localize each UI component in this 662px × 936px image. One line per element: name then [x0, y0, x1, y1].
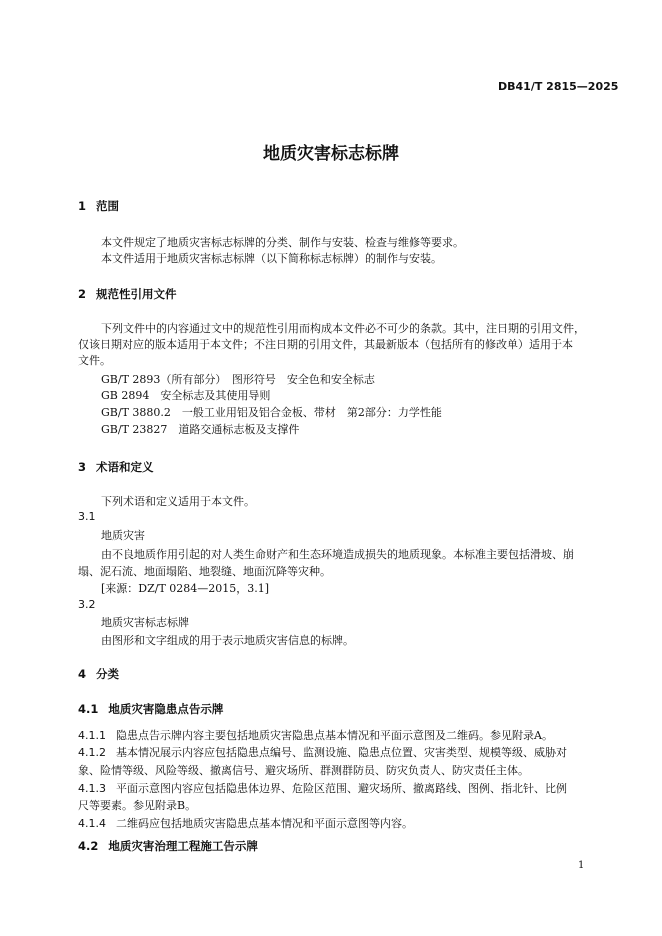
section-title: 分类 [96, 667, 120, 681]
reference-item: GB/T 2893（所有部分） 图形符号 安全色和安全标志 [101, 373, 375, 386]
clause-number: 4.1.2 [78, 746, 106, 759]
clause-4-1-4 [78, 815, 413, 831]
paragraph: 本文件规定了地质灾害标志标牌的分类、制作与安装、检查与维修等要求。 [101, 236, 464, 249]
section-4-heading [78, 666, 119, 682]
paragraph: 下列术语和定义适用于本文件。 [101, 495, 255, 508]
clause-text: 平面示意图内容应包括隐患体边界、危险区范围、避灾场所、撤离路线、图例、指北针、比例 [116, 782, 567, 795]
clause-continuation: 象、险情等级、风险等级、撤离信号、避灾场所、群测群防员、防灾负责人、防灾责任主体。 [78, 764, 529, 777]
term-number: 3.2 [78, 598, 96, 611]
clause-number: 4.1.3 [78, 782, 106, 795]
subsection-number: 4.2 [78, 839, 99, 853]
paragraph-line: 仅该日期对应的版本适用于本文件；不注日期的引用文件，其最新版本（包括所有的修改单）适用于本 [78, 338, 573, 351]
clause-number: 4.1.4 [78, 817, 106, 830]
term-number: 3.1 [78, 510, 96, 523]
clause-text: 基本情况展示内容应包括隐患点编号、监测设施、隐患点位置、灾害类型、规模等级、威胁对 [116, 746, 567, 759]
clause-number: 4.1.1 [78, 729, 106, 742]
term-definition: 塌、泥石流、地面塌陷、地裂缝、地面沉降等灾种。 [78, 565, 331, 578]
subsection-4-1-heading [78, 701, 223, 717]
section-1-heading [78, 198, 119, 214]
term-definition: 由不良地质作用引起的对人类生命财产和生态环境造成损失的地质现象。本标准主要包括滑坡、崩 [101, 548, 574, 561]
paragraph: 本文件适用于地质灾害标志标牌（以下简称标志标牌）的制作与安装。 [101, 252, 442, 265]
reference-item: GB/T 3880.2 一般工业用铝及铝合金板、带材 第2部分：力学性能 [101, 406, 442, 419]
reference-item: GB 2894 安全标志及其使用导则 [101, 389, 271, 402]
subsection-title: 地质灾害隐患点告示牌 [108, 702, 224, 716]
term-name: 地质灾害 [101, 529, 145, 542]
section-title: 范围 [96, 199, 120, 213]
term-source: [来源：DZ/T 0284—2015，3.1] [101, 582, 270, 595]
term-name: 地质灾害标志标牌 [101, 616, 189, 629]
section-title: 术语和定义 [96, 460, 154, 474]
subsection-4-2-heading [78, 838, 258, 854]
section-number: 4 [78, 667, 87, 681]
clause-4-1-1 [78, 727, 553, 743]
reference-item: GB/T 23827 道路交通标志板及支撑件 [101, 423, 300, 436]
clause-continuation: 尺等要素。参见附录B。 [78, 799, 197, 812]
section-number: 2 [78, 287, 87, 301]
subsection-number: 4.1 [78, 702, 99, 716]
clause-text: 二维码应包括地质灾害隐患点基本情况和平面示意图等内容。 [116, 817, 413, 830]
section-3-heading [78, 459, 154, 475]
section-number: 1 [78, 199, 87, 213]
document-title: 地质灾害标志标牌 [263, 144, 399, 164]
section-title: 规范性引用文件 [96, 287, 177, 301]
clause-text: 隐患点告示牌内容主要包括地质灾害隐患点基本情况和平面示意图及二维码。参见附录A。 [116, 729, 553, 742]
term-definition: 由图形和文字组成的用于表示地质灾害信息的标牌。 [101, 634, 354, 647]
section-number: 3 [78, 460, 87, 474]
document-code: DB41/T 2815—2025 [498, 80, 619, 93]
paragraph-line: 下列文件中的内容通过文中的规范性引用而构成本文件必不可少的条款。其中，注日期的引用文件， [101, 322, 585, 335]
clause-4-1-2 [78, 744, 567, 760]
page-number: 1 [578, 860, 585, 871]
subsection-title: 地质灾害治理工程施工告示牌 [108, 839, 258, 853]
section-2-heading [78, 286, 177, 302]
clause-4-1-3 [78, 780, 567, 796]
paragraph-line: 文件。 [78, 354, 111, 367]
